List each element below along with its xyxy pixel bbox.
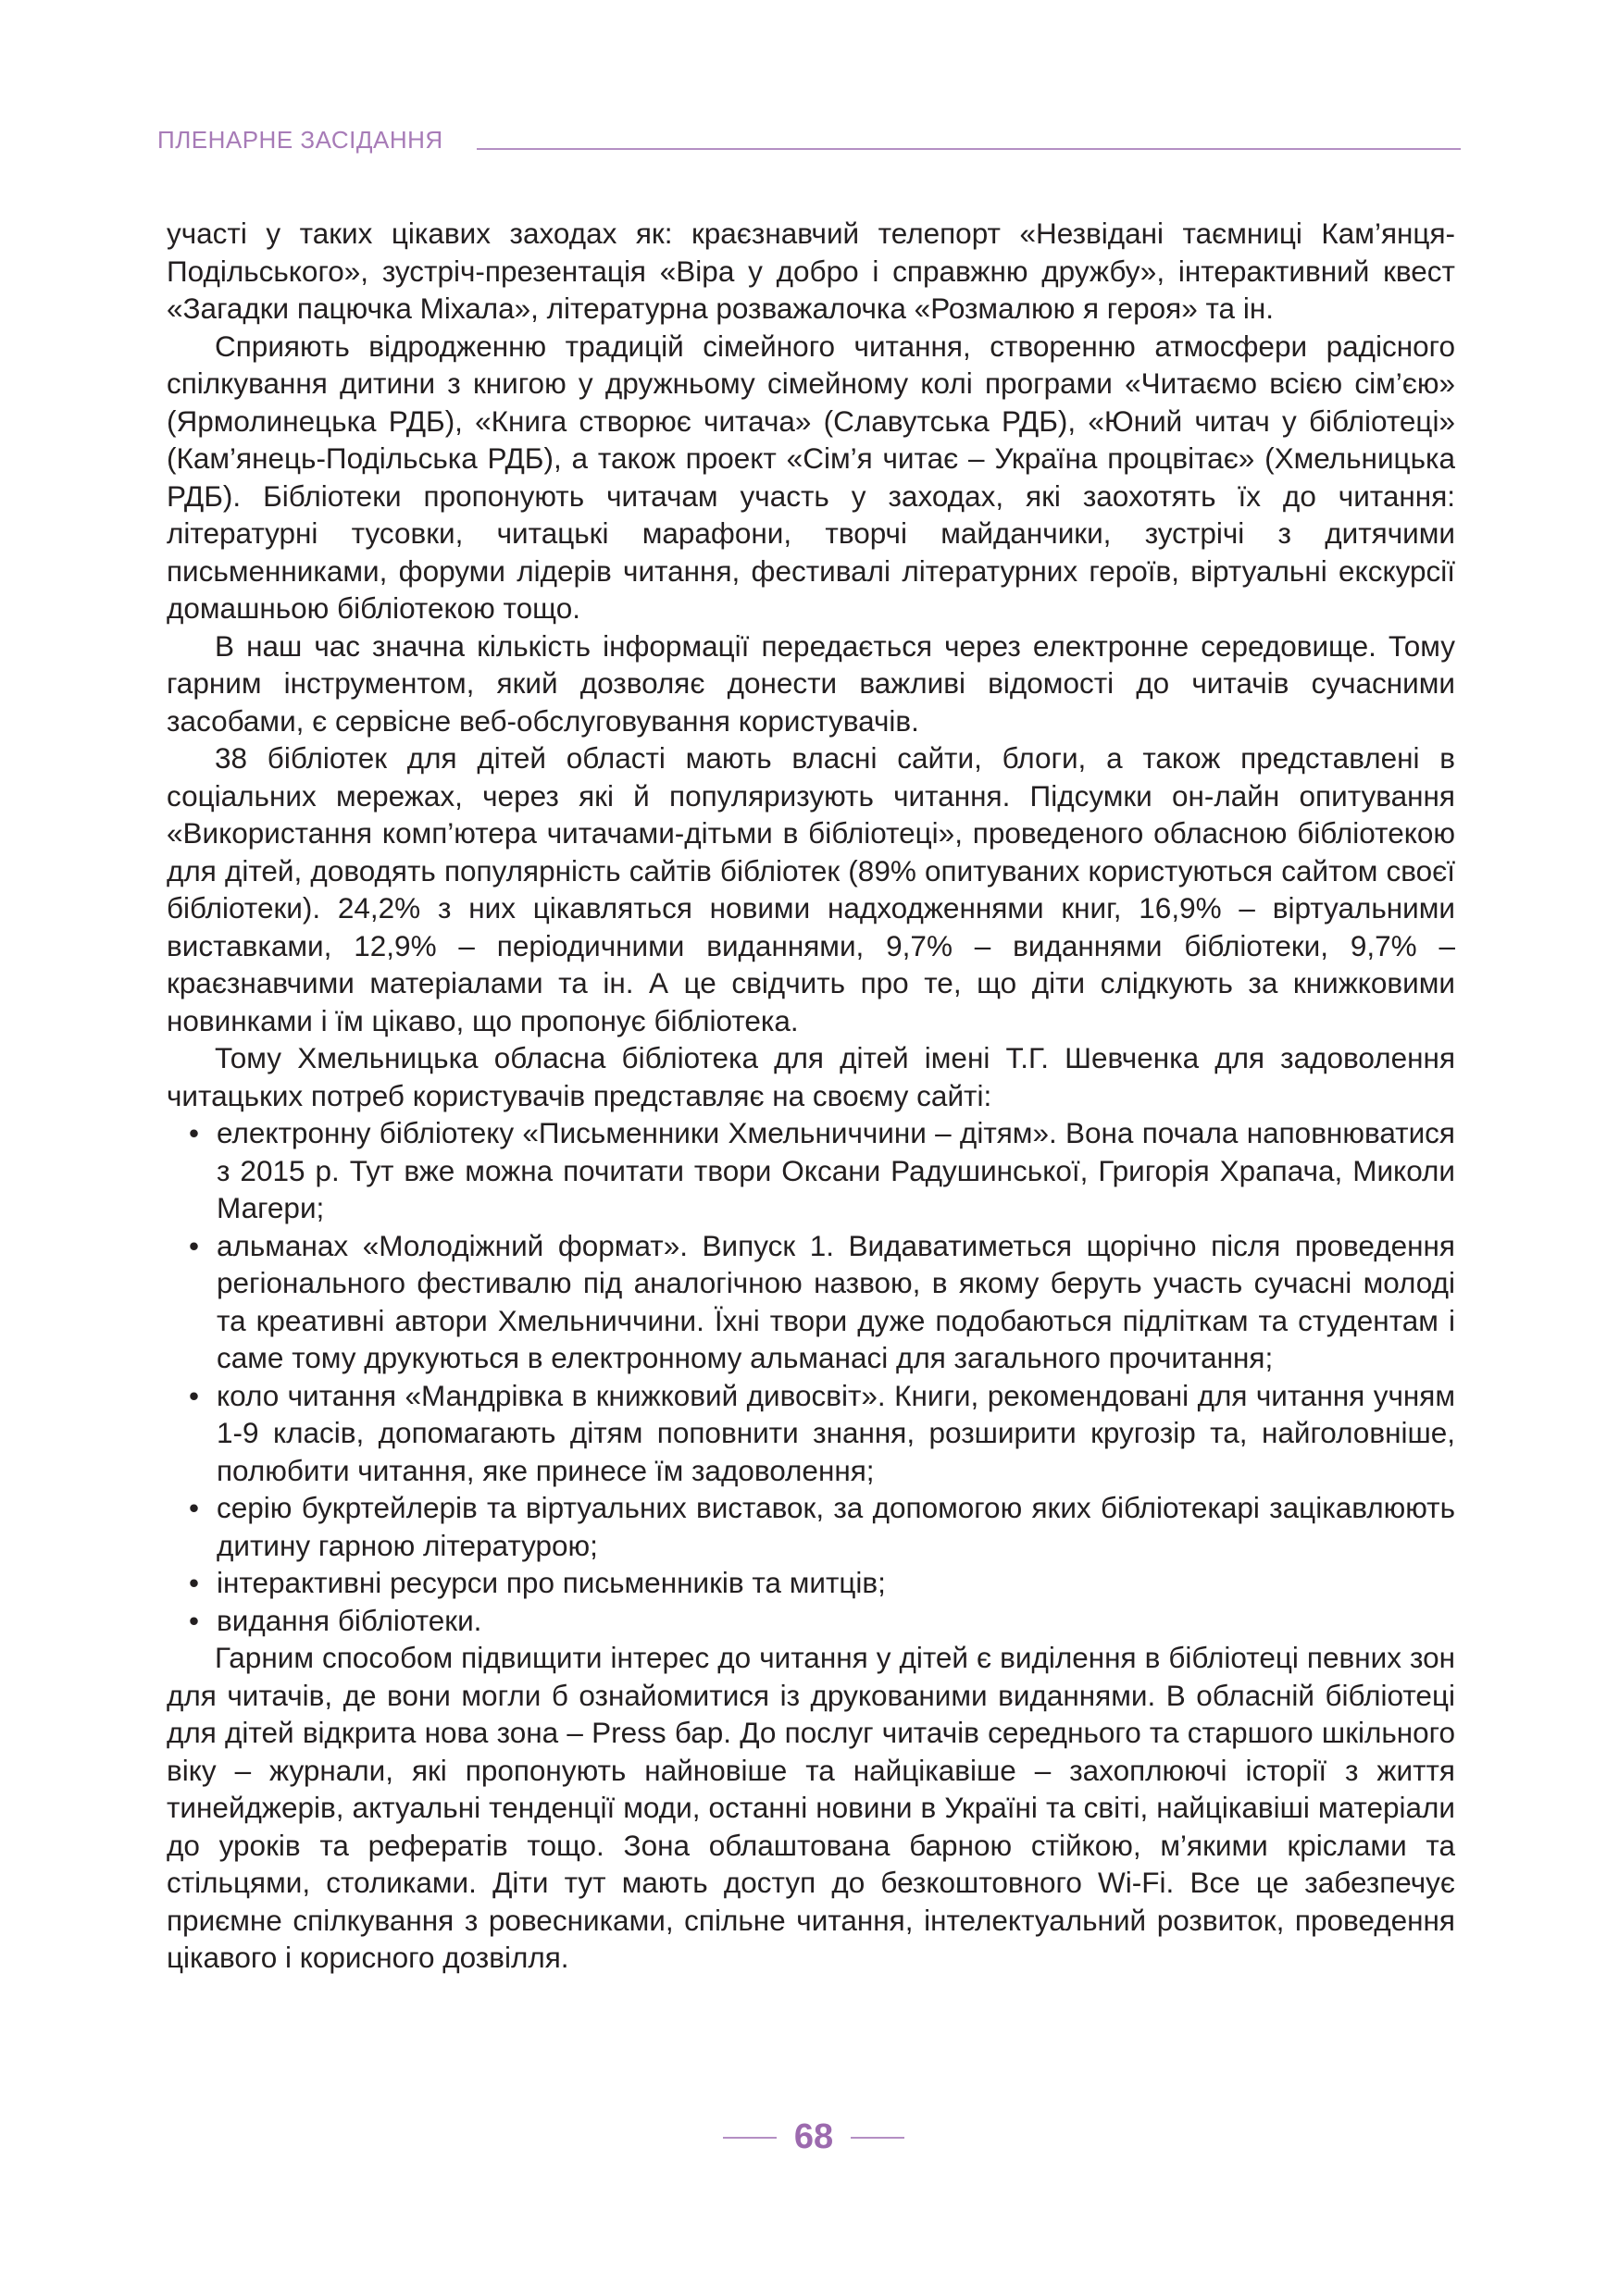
bullet-icon: • [189,1491,200,1524]
bullet-icon: • [189,1603,200,1637]
list-item-text: коло читання «Мандрівка в книжковий дивосвіт». Книги, рекомендовані для читання учням 1-9 класів, допомагають дітям поповнити знання, розширити кругозір та, найголовніше, полюбити читання, яке принесе їм задоволення; [217,1378,1455,1487]
page-footer [0,2115,1619,2159]
paragraph-4: 38 бібліотек для дітей області мають власні сайти, блоги, а також представлені в соціальних мережах, через які й популяризують читання. Підсумки он-лайн опитування «Використання комп’ютера читачами-дітьми в бібліотеці», проведеного обласною бібліотекою для дітей, доводять популярність сайтів бібліотек (89% опитуваних користуються сайтом своєї бібліотеки). 24,2% з них цікавляться новими надходженнями книг, 16,9% – віртуальними виставками, 12,9% – періодичними виданнями, 9,7% – виданнями бібліотеки, 9,7% – краєзнавчими матеріалами та ін. А це свідчить про те, що діти слідкують за книжковими новинками і їм цікаво, що пропонує бібліотека. [167,741,1455,1037]
list-item-text: електронну бібліотеку «Письменники Хмельниччини – дітям». Вона почала наповнюватися з 2015 р. Тут вже можна почитати твори Оксани Радушинської, Григорія Храпача, Миколи Магери; [217,1116,1455,1224]
footer-dash-right [851,2137,904,2139]
paragraph-2: Сприяють відродженню традицій сімейного читання, створенню атмосфери радісного спілкування дитини з книгою у дружньому сімейному колі програми «Читаємо всією сім’єю» (Ярмолинецька РДБ), «Книга створює читача» (Славутська РДБ), «Юний читач у бібліотеці» (Кам’янець-Подільська РДБ), а також проект «Сім’я читає – Україна процвітає» (Хмельницька РДБ). Бібліотеки пропонують читачам участь у заходах, які заохотять їх до читання: літературні тусовки, читацькі марафони, творчі майданчики, зустрічі з дитячими письменниками, форуми лідерів читання, фестивалі літературних героїв, віртуальні екскурсії домашньою бібліотекою тощо. [167,329,1455,625]
section-title: ПЛЕНАРНЕ ЗАСІДАННЯ [157,126,443,154]
paragraph-6: Гарним способом підвищити інтерес до читання у дітей є виділення в бібліотеці певних зон для читачів, де вони могли б ознайомитися із друкованими виданнями. В обласній бібліотеці для дітей відкрита нова зона – Press бар. До послуг читачів середнього та старшого шкільного віку – журнали, які пропонують найновіше та найцікавіше – захоплюючі історії з життя тинейджерів, актуальні тенденції моди, останні новини в Україні та світі, найцікавіші матеріали до уроків та рефератів тощо. Зона облаштована барною стійкою, м’якими кріслами та стільцями, столиками. Діти тут мають доступ до безкоштовного Wi-Fi. Все це забезпечує приємне спілкування з ровесниками, спільне читання, інтелектуальний розвиток, проведення цікавого і корисного дозвілля. [167,1641,1455,1974]
list-item [189,1489,1455,1564]
list-item [189,1564,1455,1602]
paragraph-1: участі у таких цікавих заходах як: краєзнавчий телепорт «Незвідані таємниці Кам’янця-Подільського», зустріч-презентація «Віра у добро і справжню дружбу», інтерактивний квест «Загадки пацючка Міхала», літературна розважалочка «Розмалюю я героя» та ін. [167,217,1455,325]
list-item [189,1227,1455,1377]
page-body [167,215,1455,1977]
list-item [189,1377,1455,1490]
list-item [189,1114,1455,1227]
bullet-icon: • [189,1116,200,1149]
footer-dash-left [723,2137,777,2139]
list-item-text: серію букртейлерів та віртуальних виставок, за допомогою яких бібліотекарі зацікавлюють дитину гарною літературою; [217,1491,1455,1562]
paragraph-5: Тому Хмельницька обласна бібліотека для дітей імені Т.Г. Шевченка для задоволення читацьких потреб користувачів представляє на своєму сайті: [167,1041,1455,1112]
bullet-icon: • [189,1378,200,1412]
paragraph-3: В наш час значна кількість інформації передається через електронне середовище. Тому гарним інструментом, який дозволяє донести важливі відомості до читачів сучасними засобами, є сервісне веб-обслуговування користувачів. [167,628,1455,738]
page-number: 68 [793,2117,834,2156]
bullet-icon: • [189,1228,200,1262]
header-rule [477,148,1461,150]
list-item [189,1602,1455,1640]
site-resources-list [167,1114,1455,1639]
running-header [157,124,1461,155]
list-item-text: видання бібліотеки. [217,1603,482,1637]
list-item-text: інтерактивні ресурси про письменників та митців; [217,1566,886,1599]
list-item-text: альманах «Молодіжний формат». Випуск 1. Видаватиметься щорічно після проведення регіонального фестивалю під аналогічною назвою, в якому беруть участь сучасні молоді та креативні автори Хмельниччини. Їхні твори дуже подобаються підліткам та студентам і саме тому друкуються в електронному альманасі для загального прочитання; [217,1228,1455,1374]
bullet-icon: • [189,1566,200,1599]
